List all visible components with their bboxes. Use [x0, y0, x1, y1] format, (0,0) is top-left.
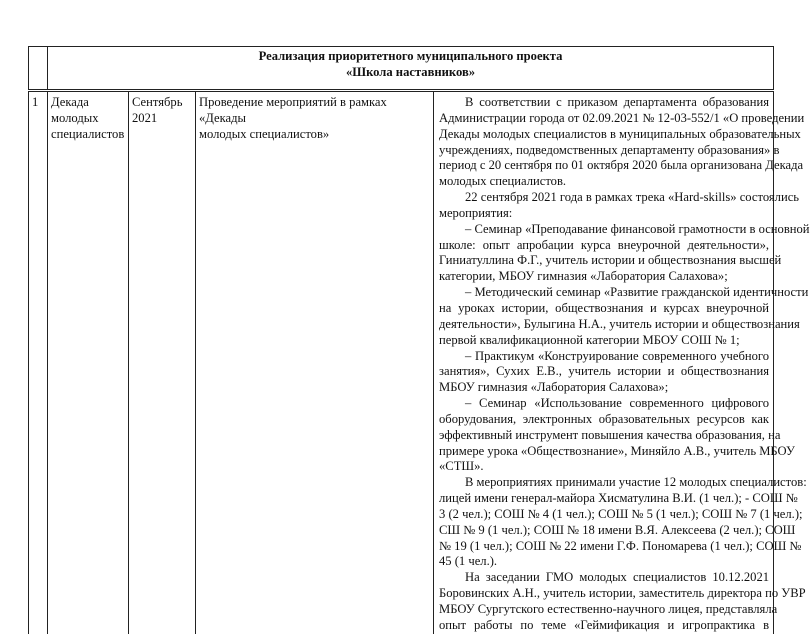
- text-line: На заседании ГМО молодых специалистов 10.12.2021: [465, 570, 770, 585]
- text-line: мероприятия:: [439, 205, 513, 220]
- text-line: категории, МБОУ гимназия «Лаборатория Салахова»;: [439, 269, 728, 284]
- paragraph: [439, 285, 809, 348]
- text-line: период с 20 сентября по 01 октября 2020 была организована Декада: [439, 158, 804, 173]
- text-line: на уроках истории, обществознания и курсах внеурочной: [439, 300, 770, 315]
- title-line: Реализация приоритетного муниципального проекта: [258, 49, 563, 63]
- text-line: оборудования, электронных образовательных ресурсов как: [439, 411, 770, 426]
- event-activity: [196, 91, 434, 634]
- text-line: Сентябрь: [132, 95, 183, 109]
- text-line: занятия», Сухих Е.В., учитель истории и обществознания: [439, 364, 770, 379]
- text-line: – Методический семинар «Развитие гражданской идентичности: [465, 285, 809, 300]
- text-line: молодых специалистов»: [199, 126, 330, 141]
- text-line: «СТШ».: [439, 459, 484, 474]
- paragraph: [439, 475, 807, 570]
- paragraph: [439, 221, 810, 285]
- text-line: опыт работы по теме «Геймификация и игропрактика в: [439, 617, 770, 632]
- text-line: молодых специалистов.: [439, 174, 567, 189]
- text-line: СШ № 9 (1 чел.); СОШ № 18 имени В.Я. Алексеева (2 чел.); СОШ: [439, 522, 796, 537]
- paragraph: [439, 190, 800, 222]
- text-line: эффективный инструмент повышения качества образования, на: [439, 427, 781, 442]
- text-line: Администрации города от 02.09.2021 № 12-03-552/1 «О проведении: [439, 110, 805, 125]
- text-line: – Семинар «Преподавание финансовой грамотности в основной: [465, 221, 810, 236]
- text-line: В соответствии с приказом департамента образования: [465, 95, 770, 109]
- text-line: школе: опыт апробации курса внеурочной деятельности»,: [439, 237, 770, 252]
- text-line: 2021: [132, 110, 158, 125]
- paragraph: [439, 349, 769, 397]
- row-number: 1: [29, 91, 48, 634]
- text-line: Гиниатуллина Ф.Г., учитель истории и обществознания высшей: [439, 253, 782, 268]
- text-line: Боровинских А.Н., учитель истории, заместитель директора по УВР: [439, 586, 806, 601]
- text-line: Декада: [51, 95, 89, 109]
- text-line: 45 (1 чел.).: [439, 554, 498, 569]
- table-row: [29, 91, 774, 634]
- text-line: МБОУ гимназия «Лаборатория Салахова»;: [439, 380, 669, 395]
- section-title: [48, 47, 774, 91]
- text-line: 22 сентября 2021 года в рамках трека «Hard-skills» состоялись: [465, 190, 800, 205]
- event-name: [48, 91, 129, 634]
- section-header-row: [29, 47, 774, 91]
- text-line: Декады молодых специалистов в муниципальных образовательных: [439, 126, 801, 141]
- title-line: «Школа наставников»: [345, 64, 476, 79]
- text-line: первой квалификационной категории МБОУ СОШ № 1;: [439, 332, 740, 347]
- text-line: деятельности», Булыгина Н.А., учитель истории и обществознания: [439, 316, 800, 331]
- text-line: № 19 (1 чел.); СОШ № 22 имени Г.Ф. Пономарева (1 чел.); СОШ №: [439, 538, 802, 553]
- text-line: В мероприятиях принимали участие 12 молодых специалистов:: [465, 475, 807, 490]
- text-line: – Практикум «Конструирование современного учебного: [465, 348, 770, 363]
- event-results: [434, 91, 810, 634]
- paragraph: [439, 396, 795, 475]
- text-line: – Семинар «Использование современного цифрового: [465, 396, 770, 411]
- text-line: 3 (2 чел.); СОШ № 4 (1 чел.); СОШ № 5 (1 чел.); СОШ № 7 (1 чел.);: [439, 506, 803, 521]
- plan-table: [28, 46, 810, 634]
- text-line: примере урока «Обществознание», Миняйло А.В., учитель МБОУ: [439, 443, 795, 458]
- event-date: [129, 91, 196, 634]
- paragraph: [439, 570, 806, 633]
- text-line: специалистов: [51, 126, 125, 141]
- text-line: Проведение мероприятий в рамках «Декады: [199, 95, 387, 125]
- text-line: учреждениях, подведомственных департаменту образования» в: [439, 142, 780, 157]
- paragraph: [439, 95, 805, 190]
- text-line: лицей имени генерал-майора Хисматулина В.И. (1 чел.); - СОШ №: [439, 491, 798, 506]
- text-line: молодых: [51, 110, 99, 125]
- empty-cell: [29, 47, 48, 91]
- text-line: МБОУ Сургутского естественно-научного лицея, представляла: [439, 602, 778, 616]
